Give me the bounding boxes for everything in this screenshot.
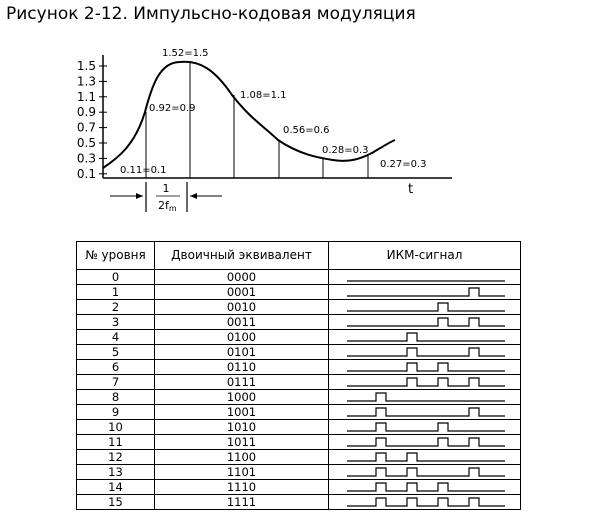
level-cell: 13 [77, 465, 155, 480]
pcm-signal-cell [329, 315, 521, 330]
pcm-waveform [329, 495, 520, 509]
pcm-signal-cell [329, 300, 521, 315]
x-axis-label: t [408, 182, 414, 197]
sample-label: 0.11=0.1 [120, 165, 167, 176]
binary-cell: 1010 [155, 420, 329, 435]
pcm-signal-cell [329, 330, 521, 345]
pcm-waveform [329, 285, 520, 299]
y-tick-label: 0.7 [76, 120, 96, 135]
pcm-signal-cell [329, 480, 521, 495]
sample-label: 0.27=0.3 [380, 159, 427, 170]
level-cell: 7 [77, 375, 155, 390]
interval-left-arrowhead [136, 193, 143, 199]
table-row [77, 285, 521, 300]
y-tick-label: 1.5 [76, 59, 96, 73]
figure-title: Рисунок 2-12. Импульсно-кодовая модуляция [6, 4, 416, 24]
binary-cell: 0101 [155, 345, 329, 360]
pcm-pulse-train [347, 453, 505, 461]
table-row [77, 270, 521, 285]
table-row [77, 300, 521, 315]
y-tick-label: 0.3 [76, 151, 96, 166]
pcm-pulse-train [347, 423, 505, 431]
pcm-pulse-train [347, 408, 505, 416]
pcm-pulse-train [347, 363, 505, 371]
pcm-signal-cell [329, 420, 521, 435]
pcm-signal-cell [329, 465, 521, 480]
level-cell: 3 [77, 315, 155, 330]
sampling-interval-annotation [110, 182, 222, 213]
level-cell: 6 [77, 360, 155, 375]
binary-cell: 0011 [155, 315, 329, 330]
interval-denominator: 2fm [158, 199, 177, 213]
pcm-waveform [329, 450, 520, 464]
table-row [77, 480, 521, 495]
pcm-signal-cell [329, 405, 521, 420]
table-row [77, 405, 521, 420]
sample-label: 0.56=0.6 [283, 125, 330, 136]
pcm-waveform [329, 375, 520, 389]
pcm-waveform [329, 435, 520, 449]
binary-cell: 0001 [155, 285, 329, 300]
y-tick-label: 0.1 [76, 166, 96, 181]
header-binary: Двоичный эквивалент [155, 242, 329, 270]
binary-cell: 1001 [155, 405, 329, 420]
pcm-waveform [329, 480, 520, 494]
level-cell: 5 [77, 345, 155, 360]
level-cell: 1 [77, 285, 155, 300]
binary-cell: 0100 [155, 330, 329, 345]
level-cell: 4 [77, 330, 155, 345]
pcm-signal-cell [329, 390, 521, 405]
table-row [77, 360, 521, 375]
y-tick-label: 0.9 [76, 105, 96, 120]
pcm-pulse-train [347, 318, 505, 326]
level-cell: 8 [77, 390, 155, 405]
pcm-pulse-train [347, 498, 505, 506]
level-cell: 14 [77, 480, 155, 495]
table-row [77, 465, 521, 480]
pcm-table [76, 241, 521, 510]
level-cell: 0 [77, 270, 155, 285]
pcm-waveform [329, 330, 520, 344]
pcm-pulse-train [347, 483, 505, 491]
sampling-plot [0, 0, 614, 230]
pcm-waveform [329, 300, 520, 314]
level-cell: 9 [77, 405, 155, 420]
binary-cell: 0010 [155, 300, 329, 315]
interval-numerator: 1 [162, 182, 170, 195]
pcm-signal-cell [329, 285, 521, 300]
table-row [77, 345, 521, 360]
interval-right-arrowhead [190, 193, 197, 199]
pcm-signal-cell [329, 270, 521, 285]
pcm-waveform [329, 315, 520, 329]
header-level: № уровня [77, 242, 155, 270]
pcm-signal-cell [329, 435, 521, 450]
binary-cell: 0110 [155, 360, 329, 375]
pcm-waveform [329, 465, 520, 479]
pcm-pulse-train [347, 468, 505, 476]
binary-cell: 1011 [155, 435, 329, 450]
pcm-pulse-train [347, 438, 505, 446]
y-tick-label: 0.5 [76, 136, 96, 150]
sample-label: 1.08=1.1 [240, 90, 287, 101]
table-header-row [77, 242, 521, 270]
table-row [77, 315, 521, 330]
sample-label: 0.92=0.9 [149, 103, 196, 114]
binary-cell: 1110 [155, 480, 329, 495]
table-row [77, 420, 521, 435]
sample-label: 0.28=0.3 [322, 145, 369, 156]
y-tick-label: 1.3 [76, 74, 96, 89]
pcm-waveform [329, 270, 520, 284]
table-row [77, 450, 521, 465]
pcm-pulse-train [347, 348, 505, 356]
pcm-pulse-train [347, 333, 505, 341]
table-row [77, 435, 521, 450]
pcm-pulse-train [347, 378, 505, 386]
binary-cell: 1111 [155, 495, 329, 510]
pcm-pulse-train [347, 303, 505, 311]
pcm-waveform [329, 345, 520, 359]
pcm-signal-cell [329, 450, 521, 465]
level-cell: 2 [77, 300, 155, 315]
table-row [77, 375, 521, 390]
table-row [77, 495, 521, 510]
sample-label: 1.52=1.5 [162, 48, 209, 59]
binary-cell: 0000 [155, 270, 329, 285]
pcm-pulse-train [347, 393, 505, 401]
pcm-waveform [329, 420, 520, 434]
pcm-signal-cell [329, 345, 521, 360]
binary-cell: 1101 [155, 465, 329, 480]
pcm-pulse-train [347, 288, 505, 296]
pcm-waveform [329, 390, 520, 404]
pcm-signal-cell [329, 495, 521, 510]
binary-cell: 1000 [155, 390, 329, 405]
pcm-signal-cell [329, 375, 521, 390]
header-pcm-signal: ИКМ-сигнал [329, 242, 521, 270]
y-tick-label: 1.1 [76, 89, 96, 104]
level-cell: 15 [77, 495, 155, 510]
binary-cell: 0111 [155, 375, 329, 390]
level-cell: 10 [77, 420, 155, 435]
pcm-signal-cell [329, 360, 521, 375]
pcm-waveform [329, 360, 520, 374]
table-row [77, 330, 521, 345]
level-cell: 11 [77, 435, 155, 450]
table-row [77, 390, 521, 405]
level-cell: 12 [77, 450, 155, 465]
binary-cell: 1100 [155, 450, 329, 465]
pcm-waveform [329, 405, 520, 419]
